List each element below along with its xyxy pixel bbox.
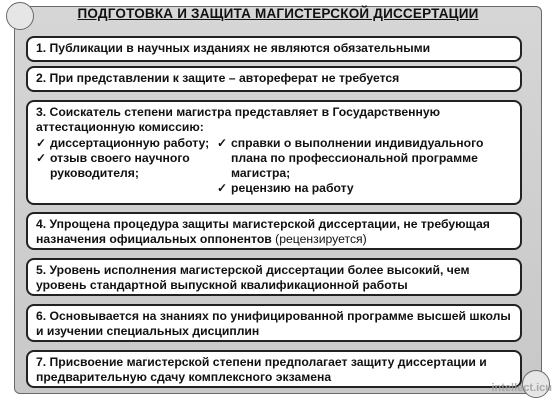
- item-7-text: 7. Присвоение магистерской степени предполагает защиту диссертации и предварительную сдачу комплексного экзамена: [36, 355, 487, 384]
- check-icon: ✓: [217, 181, 228, 195]
- list-item: ✓ отзыв своего научного руководителя;: [36, 151, 190, 180]
- check-icon: ✓: [217, 136, 228, 150]
- item-3: [26, 100, 522, 205]
- check-icon: ✓: [36, 136, 47, 150]
- watermark: intellect.icu: [491, 382, 552, 394]
- item-4-note: (рецензируется): [275, 232, 367, 246]
- item-6-text: 6. Основывается на знаниях по унифицированной программе высшей школы и изучении специальных дисциплин: [36, 309, 511, 338]
- item-5-text: 5. Уровень исполнения магистерской диссертации более высокий, чем уровень стандартной выпускной квалификационной работы: [36, 263, 470, 292]
- item-3-intro: 3. Соискатель степени магистра представляет в Государственную аттестационную комиссию:: [36, 105, 441, 134]
- check-icon: ✓: [36, 151, 47, 165]
- list-item: ✓ рецензию на работу: [217, 181, 354, 195]
- list-item: ✓ справки о выполнении индивидуального плана по профессиональной программе магистра;: [217, 136, 484, 180]
- item-5: [26, 258, 522, 296]
- item-3-right-list: [217, 136, 512, 196]
- item-4-text: 4. Упрощена процедура защиты магистерской диссертации, не требующая назначения официальных оппонентов: [36, 217, 490, 246]
- item-4: [26, 212, 522, 250]
- item-7: [26, 350, 522, 388]
- item-2: [26, 66, 522, 92]
- page-title: ПОДГОТОВКА И ЗАЩИТА МАГИСТЕРСКОЙ ДИССЕРТАЦИИ: [77, 6, 479, 21]
- item-6: [26, 304, 522, 342]
- list-item: ✓ диссертационную работу;: [36, 136, 210, 150]
- item-1: [26, 36, 522, 62]
- item-3-left-list: [36, 136, 211, 196]
- item-1-text: 1. Публикации в научных изданиях не являются обязательными: [36, 41, 431, 55]
- item-2-text: 2. При представлении к защите – автореферат не требуется: [36, 71, 400, 85]
